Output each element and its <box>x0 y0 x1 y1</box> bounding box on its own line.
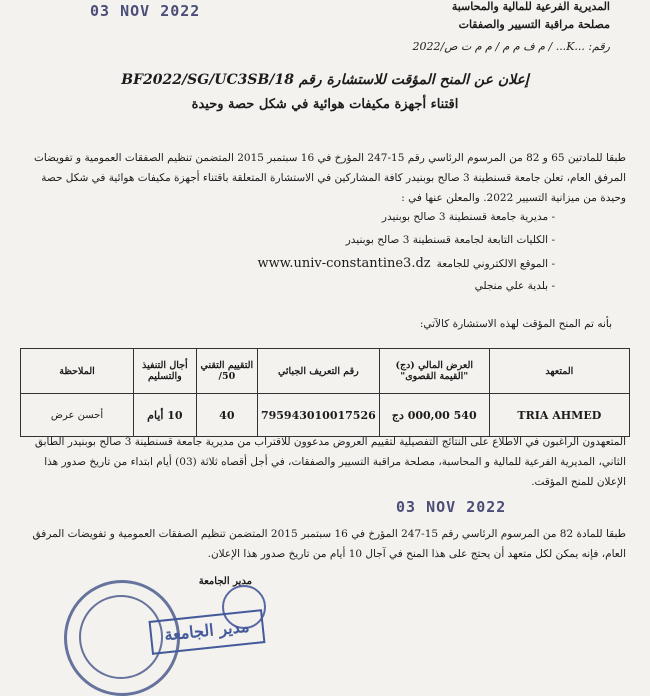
cell-bidder: TRIA AHMED <box>489 394 629 437</box>
list-item: - بلدية علي منجلي <box>75 275 555 298</box>
website-url: www.univ-constantine3.dz <box>257 256 431 271</box>
service-line: مصلحة مراقبة التسيير والصفقات <box>458 18 610 31</box>
director-stamp: مدير الجامعة <box>149 609 266 655</box>
bottom-date-stamp: 03 NOV 2022 <box>396 498 507 516</box>
col-financial-offer: العرض المالي (دج) "القيمة القصوى" <box>379 349 489 394</box>
list-item: - الكليات التابعة لجامعة قسنطينة 3 صالح بوبنيدر <box>75 229 555 252</box>
cell-delivery-time: 10 أيام <box>134 394 197 437</box>
table-row <box>21 394 630 437</box>
ministry-line: المديرية الفرعية للمالية والمحاسبة <box>451 0 610 13</box>
cell-technical-score: 40 <box>196 394 257 437</box>
list-item: - الموقع الالكتروني للجامعةwww.univ-constantine3.dz <box>75 252 555 275</box>
table-header-row <box>21 349 630 394</box>
appeal-paragraph: طبقا للمادة 82 من المرسوم الرئاسي رقم 15-247 المؤرخ في 16 سبتمبر 2015 المتضمن تنظيم الصفقات العمومية و تفويضات المرفق العام، فإنه يمكن لكل متعهد أن يحتج على هذا المنح في آجال 10 أيام من تاريخ صدور هذا الإعلان. <box>32 528 626 560</box>
cell-remark: أحسن عرض <box>21 394 134 437</box>
announcement-title: إعلان عن المنح المؤقت للاستشارة رقم BF2022/SG/UC3SB/18 <box>121 72 529 88</box>
list-item: - مديرية جامعة قسنطينة 3 صالح بوبنيدر <box>75 206 555 229</box>
cell-financial-offer: 540 000,00 دج <box>379 394 489 437</box>
announcement-subtitle: اقتناء أجهزة مكيفات هوائية في شكل حصة وحيدة <box>191 97 459 112</box>
col-technical-score: التقييم التقني 50/ <box>196 349 257 394</box>
col-remark: الملاحظة <box>21 349 134 394</box>
details-paragraph: المتعهدون الراغبون في الاطلاع على النتائج التفصيلية لتقييم العروض مدعوون للاقتراب من مديرية جامعة قسنطينة 3 صالح بوبنيدر الطابق الثاني، المديرية الفرعية للمالية و المحاسبة، مصلحة مراقبة التسيير والصفقات، في أجل أقصاه ثلاثة (03) أيام ابتداء من تاريخ صدور هذا الإعلان للمنح المؤقت. <box>34 436 626 488</box>
intro-paragraph: طبقا للمادتين 65 و 82 من المرسوم الرئاسي رقم 15-247 المؤرخ في 16 سبتمبر 2015 المتضمن تنظيم الصفقات العمومية و تفويضات المرفق العام، تعلن جامعة قسنطينة 3 صالح بوبنيدر كافة المشاركين في الاستشارة المتعلقة باقتناء أجهزة مكيفات هوائية في شكل حصة وحيدة من ميزانية التسيير 2022. والمعلن عنها في : <box>33 152 626 204</box>
col-bidder: المتعهد <box>489 349 629 394</box>
signature-title: مدير الجامعة <box>198 576 252 587</box>
col-delivery-time: أجال التنفيذ والتسليم <box>134 349 197 394</box>
cell-tax-id: 795943010017526 <box>257 394 379 437</box>
publication-list <box>75 206 555 298</box>
award-table <box>20 348 630 437</box>
reference-number: رقم: ...K... / م ف م م / م م ت ص/2022 <box>412 40 610 53</box>
award-intro: بأنه تم المنح المؤقت لهذه الاستشارة كالآتي: <box>419 318 612 330</box>
top-date-stamp: 03 NOV 2022 <box>90 2 201 20</box>
col-tax-id: رقم التعريف الجبائي <box>257 349 379 394</box>
